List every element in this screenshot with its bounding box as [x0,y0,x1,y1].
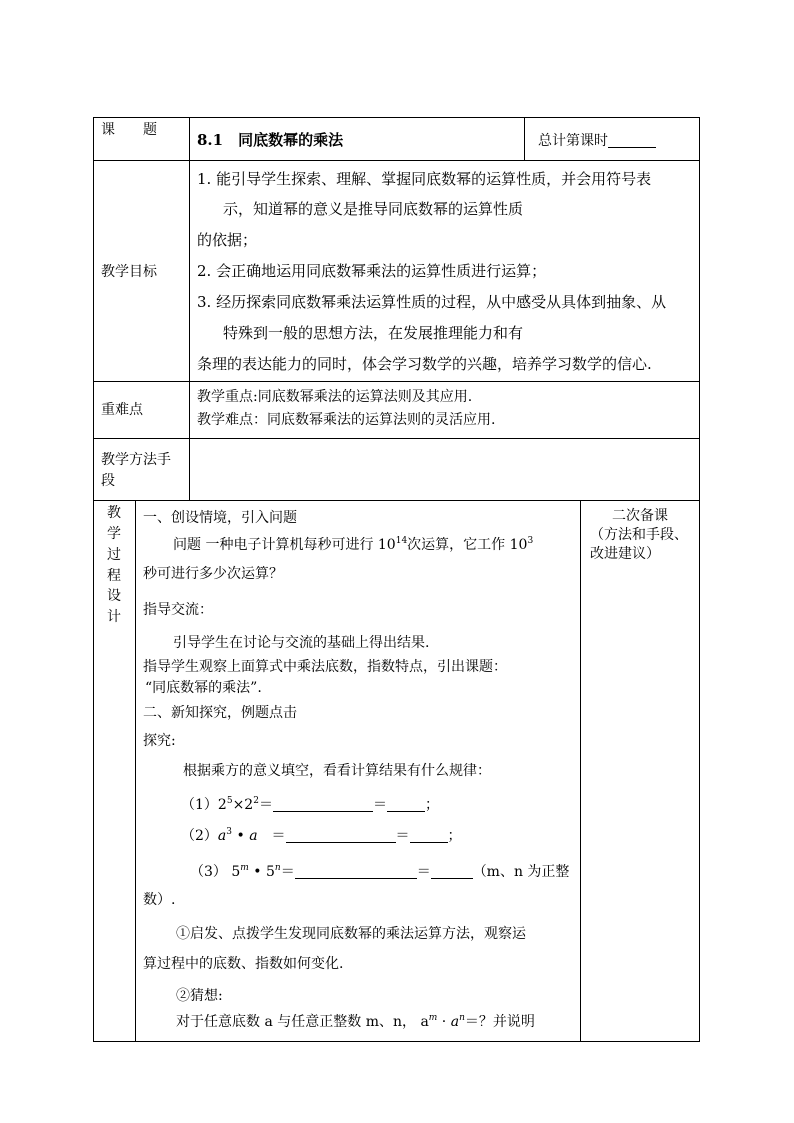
guide-line1: 引导学生在讨论与交流的基础上得出结果. [173,635,430,651]
course-label: 课 题 [101,122,157,138]
exercise-3-tail: 数）. [143,892,176,908]
lesson-title: 8.1 同底数幂的乘法 [197,131,344,149]
total-hours-blank[interactable] [608,133,656,148]
explore-label: 探究: [143,733,176,749]
exercise-2: $(2)a^3$ • a ＝ ＝ ； [181,827,462,844]
guide-title: 指导交流： [143,602,213,618]
step-1-line1: ①启发、点拨学生发现同底数幂的乘法运算方法，观察运 [176,926,526,942]
process-char-2: 学 [107,526,121,542]
objective-2: 2. 会正确地运用同底数幂乘法的运算性质进行运算； [197,262,547,280]
exercise-3-blank-a[interactable] [295,864,417,879]
sidebar-line2: （方法和手段、 [590,527,688,543]
methods-label-line1: 教学方法手 [101,452,171,468]
exercise-1: $(1)2^5\times 2^2=$ ＝ ； [181,796,439,813]
exercise-3-blank-b[interactable] [431,864,473,879]
process-char-3: 过 [107,547,121,563]
process-char-5: 设 [107,588,121,604]
section-1-title: 一、创设情境，引入问题 [143,510,297,526]
exercise-2-blank-b[interactable] [410,828,448,843]
objective-3-line2: 特殊到一般的思想方法，在发展推理能力和有 [223,324,524,342]
total-hours-label: 总计第课时 [538,133,608,149]
step-2-title: ②猜想: [176,988,223,1004]
sidebar-title: 二次备课 [612,508,668,524]
methods-label-line2: 段 [101,473,115,489]
exercise-2-blank-a[interactable] [286,828,396,843]
key-points-label: 重难点 [101,402,143,418]
explore-intro: 根据乘方的意义填空，看看计算结果有什么规律： [183,763,491,779]
guide-line3: “同底数幂的乘法”. [145,680,262,696]
guide-line2: 指导学生观察上面算式中乘法底数，指数特点，引出课题： [143,659,507,675]
exercise-1-blank-b[interactable] [387,797,425,812]
process-char-4: 程 [107,568,121,584]
step-2-line: 对于任意底数 a 与任意正整数 m、n， $a^m \cdot a^n=$？并说明 [176,1013,535,1030]
total-hours [538,133,656,148]
section-2-title: 二、新知探究，例题点击 [143,705,297,721]
objective-3-line3: 条理的表达能力的同时，体会学习数学的兴趣，培养学习数学的信心. [197,355,652,373]
exercise-1-blank-a[interactable] [273,797,373,812]
step-1-line2: 算过程中的底数、指数如何变化. [143,956,344,972]
objective-1-line3: 的依据； [197,231,258,249]
teaching-focus: 教学重点:同底数幂乘法的运算法则及其应用. [197,389,473,405]
process-char-6: 计 [107,609,121,625]
exercise-3: （3） 5$^m$ • $5^n= = (m$、n 为正整 [190,863,570,880]
process-char-1: 教 [107,505,121,521]
objective-1-line1: 1. 能引导学生探索、理解、掌握同底数幂的运算性质，并会用符号表 [197,170,652,188]
objective-1-line2: 示，知道幂的意义是推导同底数幂的运算性质 [223,200,524,218]
teaching-difficulty: 教学难点：同底数幂乘法的运算法则的灵活应用. [197,412,496,428]
objective-3-line1: 3. 经历探索同底数幂乘法运算性质的过程，从中感受从具体到抽象、从 [197,293,667,311]
problem-line2: 秒可进行多少次运算？ [143,566,283,582]
objectives-label: 教学目标 [101,264,157,280]
problem-line1: 问题 一种电子计算机每秒可进行 $10^{14}$次运算，它工作 $10^3$ [173,536,534,553]
sidebar-line3: 改进建议） [590,546,660,562]
